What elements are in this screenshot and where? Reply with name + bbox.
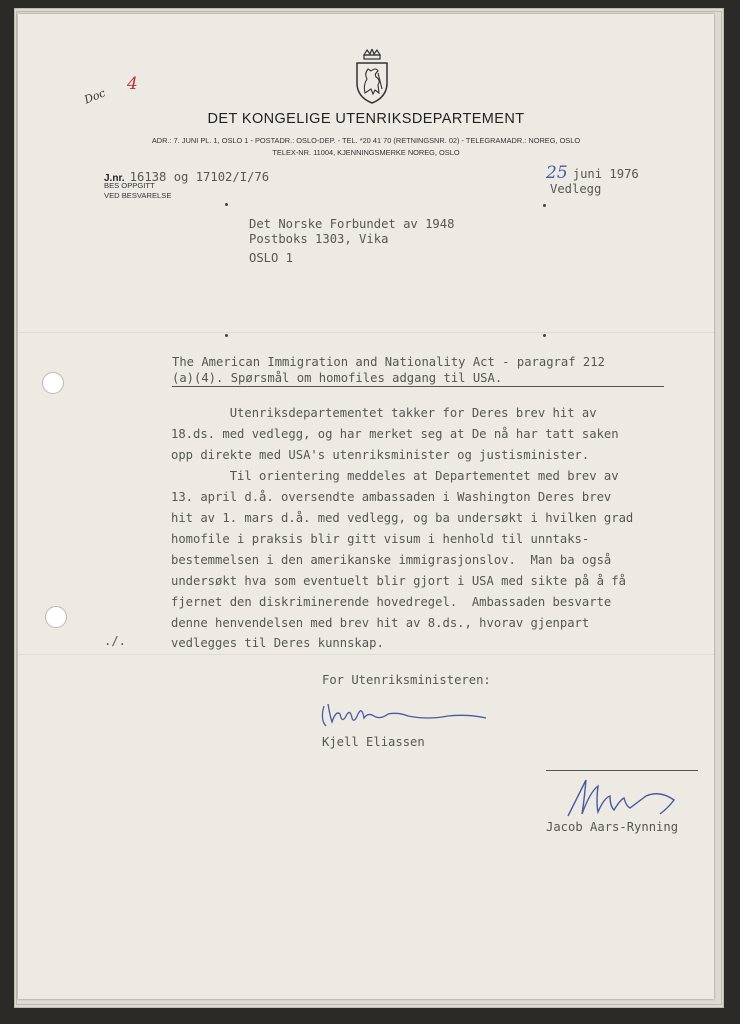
fold-line-lower: [18, 654, 714, 655]
subject-line-2: (a)(4). Spørsmål om homofiles adgang til USA.: [172, 371, 503, 385]
signature-jacob-aars-rynning: [564, 772, 684, 822]
journal-number-value: 16138 og 17102/I/76: [129, 170, 270, 184]
date-month-year: juni 1976: [572, 167, 639, 181]
ministry-address-line-1: ADR.: 7. JUNI PL. 1, OSLO 1 - POSTADR.: OSLO-DEP. - TEL. *20 41 70 (RETNINGSNR. 02) - TELEGRAMADR.: NOREG, OSLO: [151, 136, 581, 145]
reference-note-1: BES OPPGITT: [104, 181, 155, 190]
body-line: bestemmelsen i den amerikanske immigrasjonslov. Man ba også: [171, 553, 612, 567]
body-line: undersøkt hva som eventuelt blir gjort i USA med sikte på å få: [171, 574, 626, 588]
address-marker-dot: [225, 334, 228, 337]
reference-note-2: VED BESVARELSE: [104, 191, 172, 200]
date-day: 25: [546, 163, 568, 183]
subject-underline: [172, 386, 664, 387]
body-line: homofile i praksis blir gitt visum i henhold til unntaks-: [171, 532, 590, 546]
address-marker-dot: [543, 334, 546, 337]
punch-hole-top: [42, 372, 64, 394]
body-line: Til orientering meddeles at Departementet med brev av: [171, 469, 619, 483]
ministry-address-line-2: TELEX-NR. 11004, KJENNINGSMERKE NOREG, OSLO: [272, 148, 460, 157]
signatory-1-name: Kjell Eliassen: [322, 735, 425, 749]
body-line: 18.ds. med vedlegg, og har merket seg at De nå har tatt saken: [171, 427, 619, 441]
subject-line-1: The American Immigration and Nationality Act - paragraf 212: [172, 355, 605, 369]
margin-note-number: 4: [127, 74, 138, 94]
ministry-title: DET KONGELIGE UTENRIKSDEPARTEMENT: [207, 111, 525, 127]
body-line: hit av 1. mars d.å. med vedlegg, og ba undersøkt i hvilken grad: [171, 511, 634, 525]
fold-line-upper: [18, 332, 714, 333]
signature-line: [546, 770, 698, 771]
enclosure-mark: ./.: [104, 634, 127, 648]
signature-kjell-eliassen: [318, 698, 498, 732]
royal-coat-of-arms-icon: [354, 49, 390, 105]
punch-hole-bottom: [45, 606, 67, 628]
body-line: opp direkte med USA's utenriksminister og justisminister.: [171, 448, 590, 462]
address-marker-dot: [543, 204, 546, 207]
letter-date: [546, 163, 639, 183]
address-marker-dot: [225, 203, 228, 206]
journal-number-label: J.nr.: [104, 173, 125, 184]
recipient-line-3: OSLO 1: [249, 251, 294, 265]
body-line: 13. april d.å. oversendte ambassaden i Washington Deres brev: [171, 490, 612, 504]
body-line: denne henvendelsen med brev hit av 8.ds., hvorav gjenpart: [171, 616, 590, 630]
closing-for-line: For Utenriksministeren:: [322, 673, 491, 687]
body-line: fjernet den diskriminerende hovedregel. Ambassaden besvarte: [171, 595, 612, 609]
recipient-line-1: Det Norske Forbundet av 1948: [249, 217, 455, 231]
body-line: vedlegges til Deres kunnskap.: [171, 636, 384, 650]
signatory-2-name: Jacob Aars-Rynning: [546, 820, 679, 834]
letter-page: [18, 14, 714, 999]
body-line: Utenriksdepartementet takker for Deres brev hit av: [171, 406, 597, 420]
recipient-line-2: Postboks 1303, Vika: [249, 232, 389, 246]
attachment-label: Vedlegg: [550, 182, 602, 196]
margin-note-doc: Doc: [82, 86, 108, 107]
